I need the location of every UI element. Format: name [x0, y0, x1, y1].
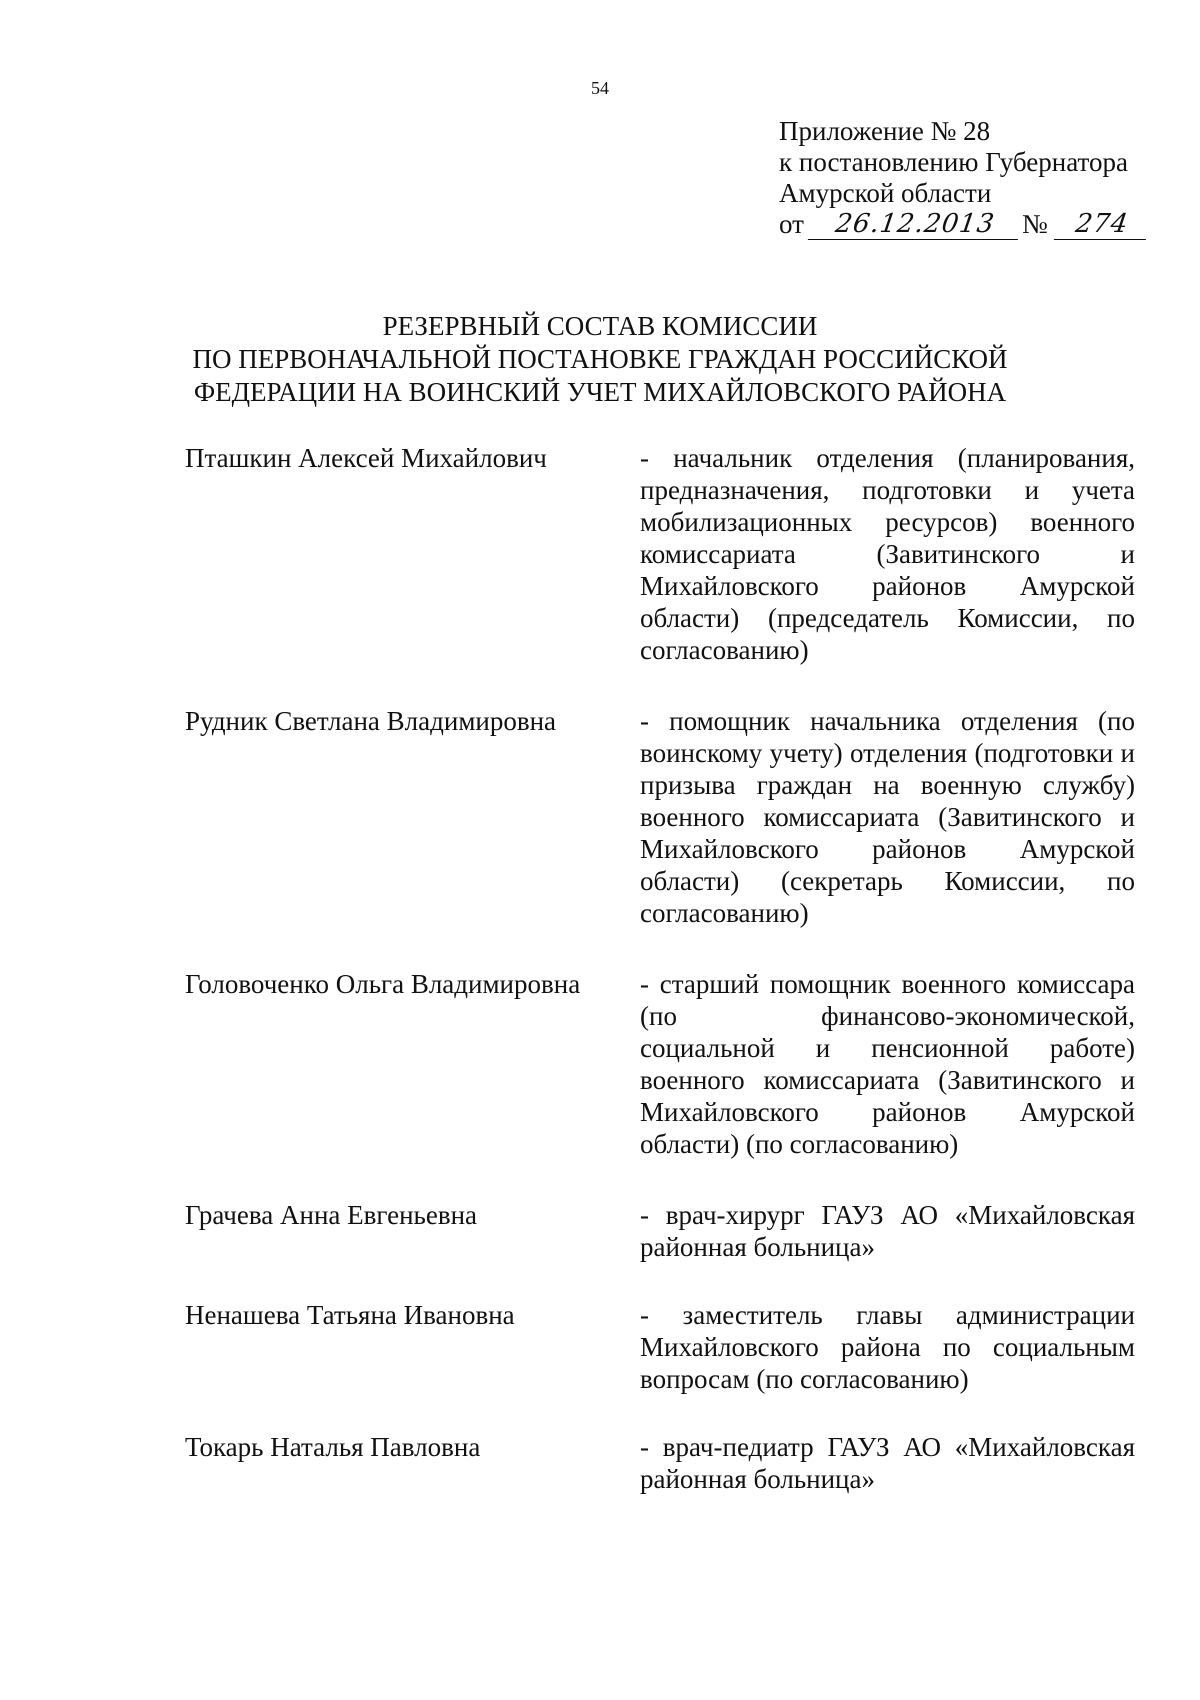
appendix-reference: к постановлению Губернатора [779, 147, 1128, 177]
page-number: 54 [591, 78, 609, 98]
member-name: Ненашева Татьяна Ивановна [185, 1300, 515, 1330]
appendix-region: Амурской области [779, 178, 992, 208]
member-role: - врач-хирург ГАУЗ АО «Михайловская районная больница» [640, 1200, 1135, 1262]
member-name: Токарь Наталья Павловна [185, 1432, 481, 1462]
member-entry [185, 1431, 1135, 1495]
member-name: Рудник Светлана Владимировна [185, 706, 557, 736]
member-entry [185, 1299, 1135, 1395]
member-name: Головоченко Ольга Владимировна [185, 969, 581, 999]
appendix-date-line [779, 209, 1148, 240]
number-sign: № [1021, 209, 1048, 239]
member-entry [185, 705, 1135, 929]
appendix-title: Приложение № 28 [779, 116, 991, 146]
member-role: - начальник отделения (планирования, предназначения, подготовки и учета мобилизационных ресурсов) военного комиссариата (Завитинского и Михайловского районов Амурской области) (председатель Комиссии, по согласованию) [640, 443, 1135, 665]
title-line-3: ФЕДЕРАЦИИ НА ВОИНСКИЙ УЧЕТ МИХАЙЛОВСКОГО РАЙОНА [193, 377, 1007, 407]
member-entry [185, 1199, 1135, 1263]
members-list [185, 442, 1135, 1495]
handwritten-number: 274 [1054, 209, 1150, 240]
member-role: - помощник начальника отделения (по воинскому учету) отделения (подготовки и призыва граждан на военную службу) военного комиссариата (Завитинского и Михайловского районов Амурской области) (секретарь Комиссии, по согласованию) [640, 706, 1135, 928]
document-title [0, 310, 1200, 409]
appendix-block [779, 116, 1148, 240]
title-line-2: ПО ПЕРВОНАЧАЛЬНОЙ ПОСТАНОВКЕ ГРАЖДАН РОССИЙСКОЙ [192, 344, 1008, 374]
handwritten-date: 26.12.2013 [808, 209, 1022, 240]
member-role: - старший помощник военного комиссара (по финансово-экономической, социальной и пенсионной работе) военного комиссариата (Завитинского и Михайловского районов Амурской области) (по согласованию) [640, 969, 1135, 1159]
member-entry [185, 968, 1135, 1160]
title-line-1: РЕЗЕРВНЫЙ СОСТАВ КОМИССИИ [382, 311, 818, 341]
member-name: Грачева Анна Евгеньевна [185, 1200, 478, 1230]
member-role: - заместитель главы администрации Михайловского района по социальным вопросам (по согласованию) [640, 1300, 1135, 1394]
date-prefix: от [779, 209, 804, 239]
member-role: - врач-педиатр ГАУЗ АО «Михайловская районная больница» [640, 1432, 1135, 1494]
member-entry [185, 442, 1135, 666]
member-name: Пташкин Алексей Михайлович [185, 443, 547, 473]
